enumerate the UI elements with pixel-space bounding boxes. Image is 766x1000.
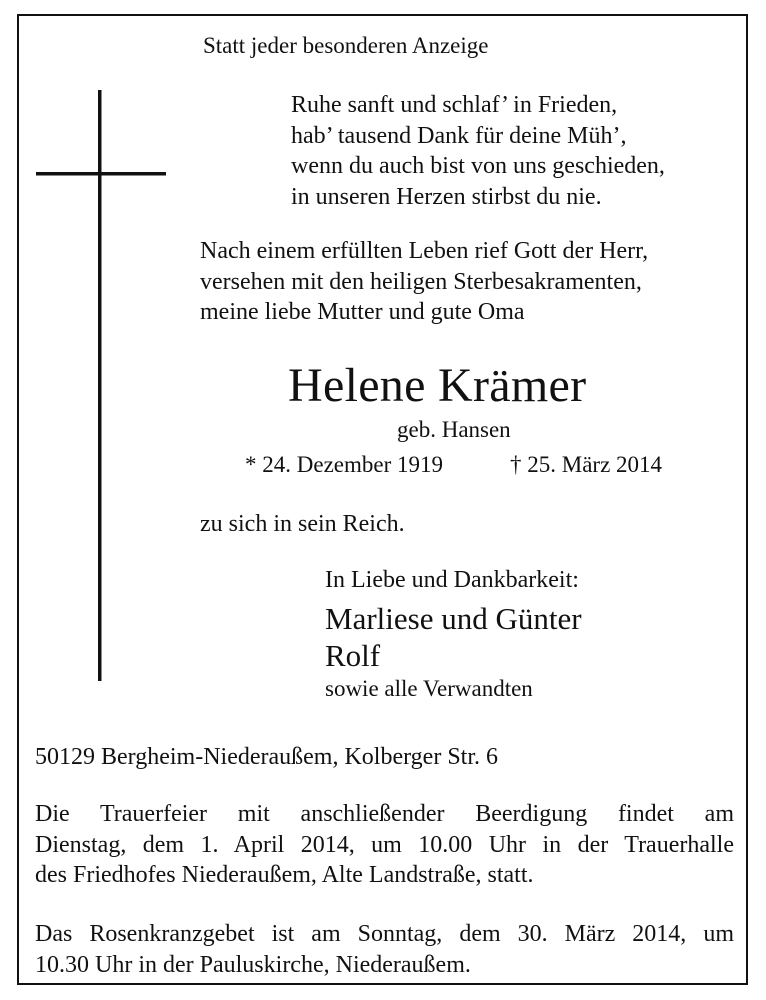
intro-line: meine liebe Mutter und gute Oma — [200, 299, 525, 325]
family-address: 50129 Bergheim-Niederaußem, Kolberger Str. 6 — [35, 744, 499, 770]
relatives-line: sowie alle Verwandten — [325, 676, 533, 701]
mourner-name: Marliese und Günter — [325, 601, 582, 636]
funeral-line: Dienstag, dem 1. April 2014, um 10.00 Uhr in der Trauerhalle — [35, 831, 734, 858]
announcement-intro — [200, 236, 648, 328]
poem-line: Ruhe sanft und schlaf’ in Frieden, — [291, 92, 618, 118]
maiden-name: geb. Hansen — [397, 417, 511, 442]
mourners-intro: In Liebe und Dankbarkeit: — [325, 567, 579, 593]
poem-line: wenn du auch bist von uns geschieden, — [291, 153, 665, 179]
funeral-line: Die Trauerfeier mit anschließender Beerdigung findet am — [35, 801, 734, 827]
mourner-names — [325, 600, 582, 674]
poem-line: hab’ tausend Dank für deine Müh’, — [291, 122, 627, 149]
rosary-notice — [35, 919, 734, 980]
poem-line: in unseren Herzen stirbst du nie. — [291, 183, 602, 210]
intro-line: versehen mit den heiligen Sterbesakramenten, — [200, 268, 642, 295]
funeral-line: des Friedhofes Niederaußem, Alte Landstraße, statt. — [35, 862, 534, 888]
rosary-line: 10.30 Uhr in der Pauluskirche, Niederaußem. — [35, 951, 471, 978]
death-date: † 25. März 2014 — [510, 452, 663, 477]
memorial-poem — [291, 90, 665, 212]
notice-header: Statt jeder besonderen Anzeige — [203, 33, 489, 58]
rosary-line: Das Rosenkranzgebet ist am Sonntag, dem 30. März 2014, um — [35, 921, 734, 947]
funeral-notice — [35, 799, 734, 891]
intro-line: Nach einem erfüllten Leben rief Gott der Herr, — [200, 238, 649, 264]
announcement-closing: zu sich in sein Reich. — [200, 511, 405, 537]
birth-date: * 24. Dezember 1919 — [245, 452, 443, 477]
deceased-name: Helene Krämer — [288, 359, 587, 412]
mourner-name: Rolf — [325, 638, 381, 673]
